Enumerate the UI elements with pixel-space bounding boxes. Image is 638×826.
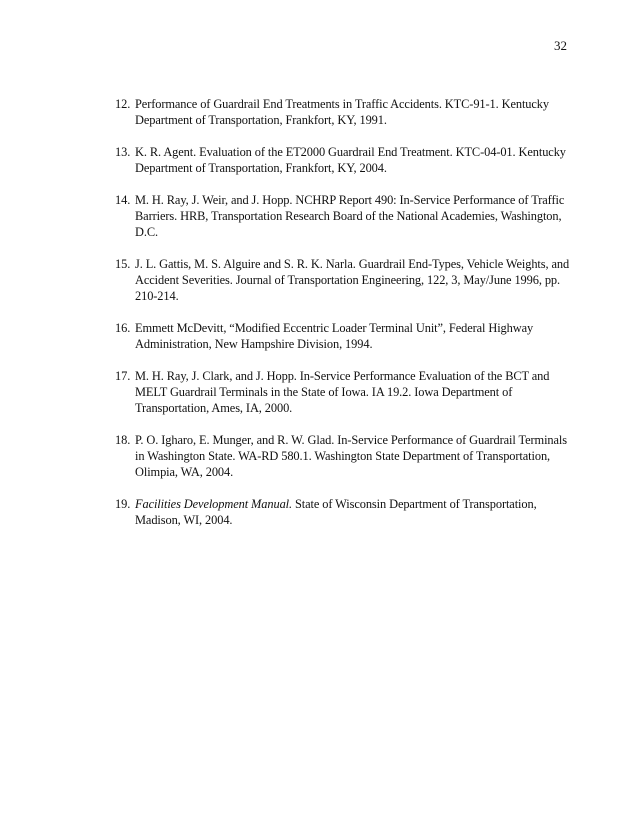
reference-text (135, 368, 570, 416)
reference-body: Performance of Guardrail End Treatments in Traffic Accidents. KTC-91-1. Kentucky Department of Transportation, Frankfort, KY, 1991. (135, 97, 549, 127)
reference-number: 13. (115, 145, 131, 159)
reference-item (115, 320, 570, 352)
reference-item (115, 432, 570, 480)
reference-item (115, 144, 570, 176)
reference-text (135, 320, 570, 352)
reference-text (135, 256, 570, 304)
reference-item (115, 96, 570, 128)
reference-body: Emmett McDevitt, “Modified Eccentric Loader Terminal Unit”, Federal Highway Administration, New Hampshire Division, 1994. (135, 321, 534, 351)
reference-text (135, 496, 570, 528)
reference-body: P. O. Igharo, E. Munger, and R. W. Glad. In-Service Performance of Guardrail Terminals in Washington State. WA-RD 580.1. Washington State Department of Transportation, Olimpia, WA, 2004. (135, 433, 567, 479)
reference-body: J. L. Gattis, M. S. Alguire and S. R. K. Narla. Guardrail End-Types, Vehicle Weights, and Accident Severities. Journal of Transportation Engineering, 122, 3, May/June 1996, pp. 210-214. (135, 257, 570, 303)
reference-italic-title: Facilities Development Manual. (135, 497, 293, 511)
reference-body: State of Wisconsin Department of Transportation, Madison, WI, 2004. (135, 497, 537, 527)
reference-body: M. H. Ray, J. Weir, and J. Hopp. NCHRP Report 490: In-Service Performance of Traffic Barriers. HRB, Transportation Research Board of the National Academies, Washington, D.C. (135, 193, 565, 239)
reference-item (115, 192, 570, 240)
reference-item (115, 496, 570, 528)
reference-item (115, 256, 570, 304)
reference-text (135, 192, 570, 240)
reference-list (115, 96, 570, 544)
reference-item (115, 368, 570, 416)
reference-number: 15. (115, 257, 131, 271)
reference-number: 12. (115, 97, 131, 111)
reference-text (135, 96, 570, 128)
reference-body: K. R. Agent. Evaluation of the ET2000 Guardrail End Treatment. KTC-04-01. Kentucky Department of Transportation, Frankfort, KY, 2004. (135, 145, 566, 175)
reference-number: 17. (115, 369, 131, 383)
reference-number: 14. (115, 193, 131, 207)
page-number: 32 (554, 38, 567, 53)
reference-body: M. H. Ray, J. Clark, and J. Hopp. In-Service Performance Evaluation of the BCT and MELT Guardrail Terminals in the State of Iowa. IA 19.2. Iowa Department of Transportation, Ames, IA, 2000. (135, 369, 550, 415)
reference-text (135, 432, 570, 480)
reference-number: 19. (115, 497, 131, 511)
reference-number: 16. (115, 321, 131, 335)
reference-text (135, 144, 570, 176)
reference-number: 18. (115, 433, 131, 447)
